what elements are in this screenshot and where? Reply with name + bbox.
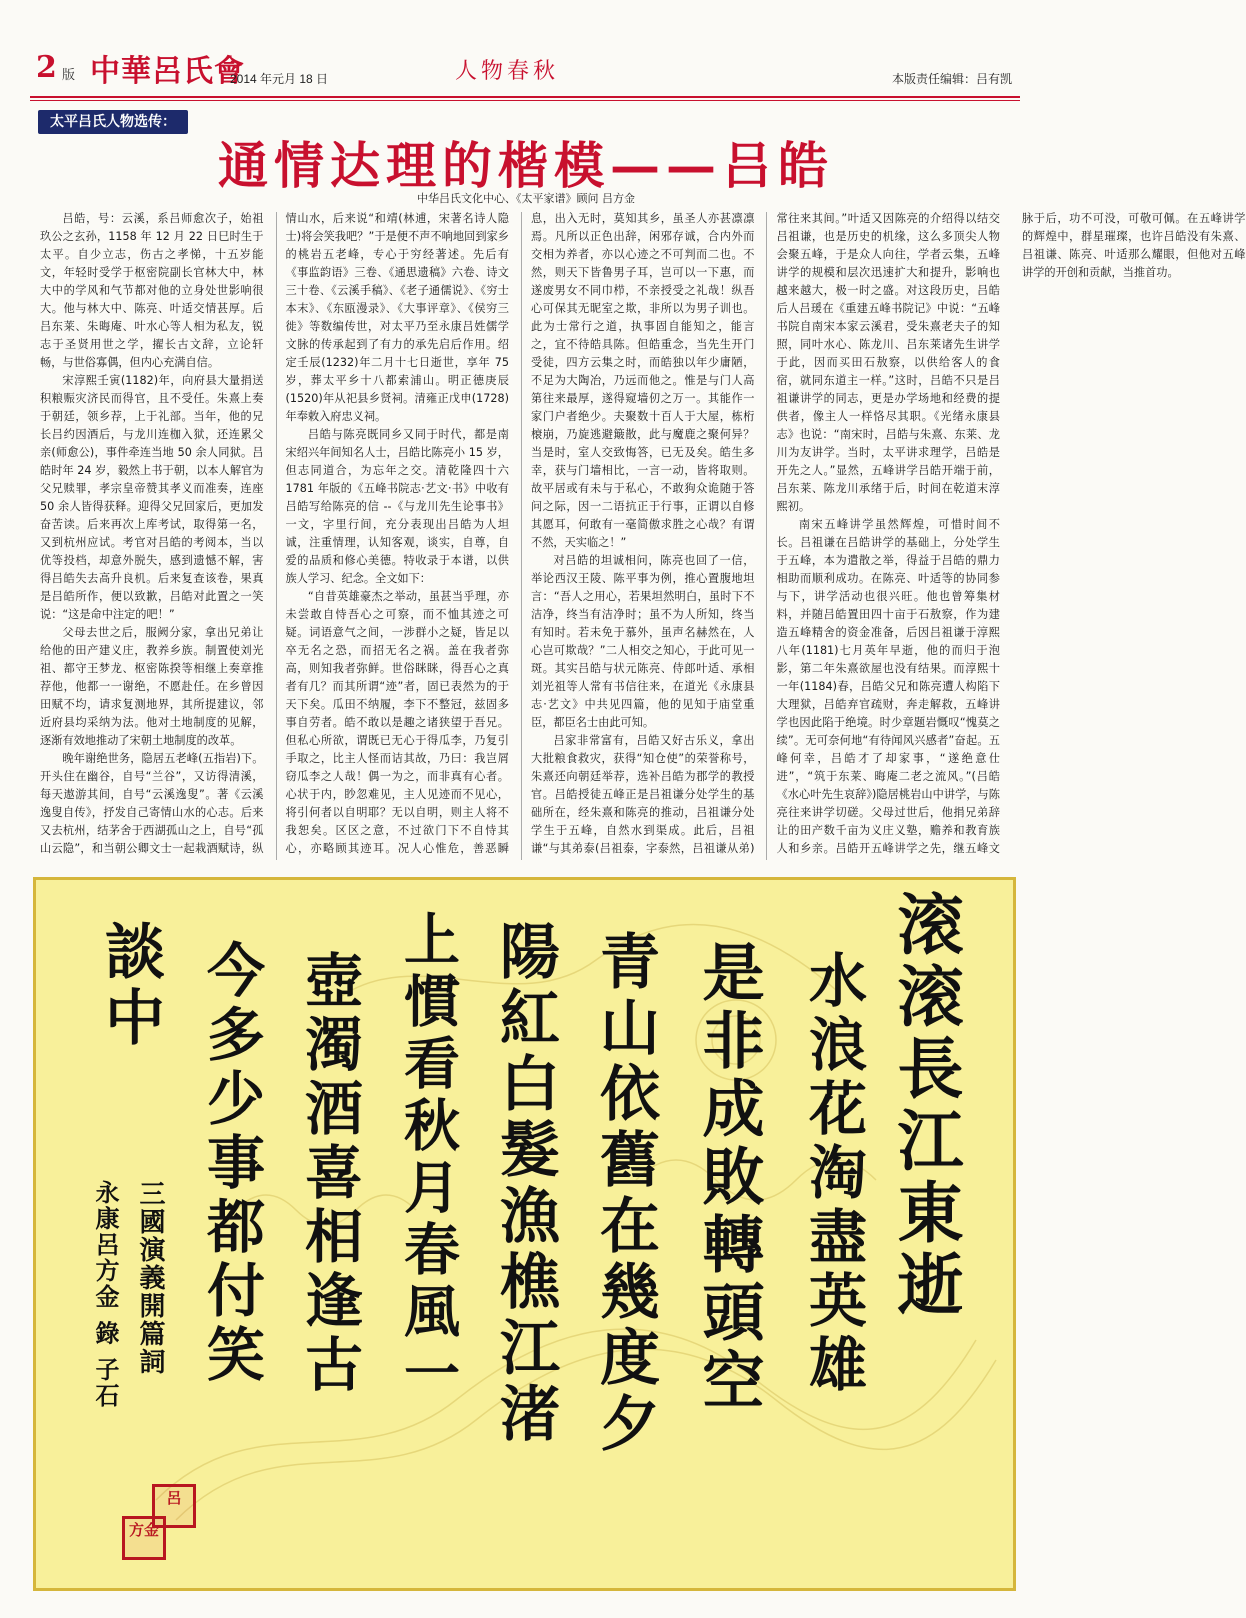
calligraphy-panel — [33, 877, 1016, 1591]
calligraphy-column: 談中 — [95, 920, 165, 1052]
headline: 通情达理的楷模——吕皓 — [218, 136, 834, 195]
paragraph: 父母去世之后，服阙分家，拿出兄弟让给他的田产建义庄，教养乡族。制置使刘光祖、都守王梦龙、枢密陈揆等相继上奏章推荐他，他都一一谢绝，不愿赴任。在乡曾因田赋不均，请求复测地界，其所提建议，邻近府县均采纳为法。他对土地制度的见解，逐渐有效地推动了宋朝土地制度的改革。 — [40, 626, 264, 747]
calligraphy-signature: 永康呂方金 錄 子石 — [91, 1180, 120, 1409]
page-suffix: 版 — [62, 68, 76, 83]
article-body — [40, 210, 1246, 860]
masthead — [30, 44, 1020, 94]
calligraphy-column: 滚滚長江東逝 — [886, 890, 964, 1322]
byline: 中华吕氏文化中心、《太平家谱》顾问 吕方金 — [417, 192, 635, 205]
calligraphy-column: 陽紅白髮漁樵江渚 — [490, 920, 560, 1448]
calligraphy-column: 水浪花淘盡英雄 — [799, 950, 867, 1398]
paragraph: 晚年谢绝世务，隐居五老峰(五指岩)下。开头住在幽谷，自号“兰谷”，又访得清溪，每天遨游其间，自号“云溪逸叟”。著《云溪逸叟自传》，抒发自己寄情山水的心志。后来又去杭州，结茅舍于西湖孤山之上，自号“孤山云隐”，和当朝公卿文士一起栽酒赋诗，纵情山水，后来说“和靖(林逋，宋著名诗人隐士)将会笑我吧？”于是便不声不响地回到家乡的桃岩五老峰，专心于穷经著述。先后有《事监韵语》三卷、《通思遗稿》六卷、诗文三十卷、《云溪手稿》、《老子通儒说》、《穷士本末》、《东瓯漫录》、《大事评章》、《侯穷三徙》等数编传世，对太平乃至永康吕姓儒学文脉的传承起到了有力的承先启后作用。绍定壬辰(1232)年二月十七日逝世，享年 75 岁，葬太平乡十八都索浦山。明正德庚辰(1520)年从祀县乡贤祠。清雍正戊申(1728)年奉敕入府忠义祠。 — [40, 212, 509, 855]
series-tag: 太平吕氏人物选传： — [38, 110, 188, 134]
calligraphy-column: 今多少事都付笑 — [197, 940, 265, 1388]
paragraph: “自昔英雄豪杰之举动，虽甚当乎理，亦未尝敢自恃吾心之可察，而不恤其迹之可疑。词语意气之间，一涉群小之疑，皆足以卒无名之恐，而招无名之祸。盖在我者弥高，则知我者弥鲜。世俗眯眯，得吾心之真者有几？而其所谓“迹”者，固已表然为的于天下矣。瓜田不纳履，李下不整冠，兹固多事自劳者。皓不敢以是趣之诸狭望于吾兄。但私心所欲，谓既已无心于得瓜李，乃复引手取之，比主人怪而诘其故，乃曰：我岂屑窃瓜李之人哉！偶一为之，而非真有心者。心状于内，眇忽难见，主人见迹而不见心，将引何者以自明耶？无以自明，则主人将不我恕矣。区区之意，不过欲门下不自恃其心，亦略顾其迹耳。况人心惟危，善恶瞬息，出入无时，莫知其乡，虽圣人亦甚凛凛焉。凡所以正色出辞，闲邪存诚，合内外而交相为养者，亦以心迹之不可判而二也。不然，则天下皆鲁男子耳，岂可以一下惠，而遂废男女不同巾栉，不亲授受之礼哉！纵吾心可保其无昵室之欺，非所以为男子训也。此为士常行之道，执事固自能知之，能言之，宜不待皓具陈。但皓重念，当先生开门受徒，四方云集之时，而皓独以年少庸陋，不足为大陶冶，乃远而他之。惟是与门人高第往来最厚，遂得窥墙仞之万一。其能作一家门户者绝少。夫聚数十百人于大屋，栋桁榱崩，乃旋逃避簸散，此与魔鹿之聚何异？当是时，室人交致悔答，已无及矣。皓生多幸，获与门墙相比，一言一动，皆将取则。故平居或有未与于私心，不敢狗众诡随于答问之际，因一二语抗正于行事，正谓以自修其愿耳，何敢有一毫简傲求胜之心哉？有谓不然，天实临之！” — [285, 212, 755, 855]
calligraphy-column: 壺濁酒喜相逢古 — [295, 950, 363, 1398]
seal-stamp: 方金 — [122, 1516, 166, 1560]
newspaper-logo: 中華呂氏會 — [90, 54, 245, 89]
editor-credit: 本版责任编辑：吕有凯 — [891, 72, 1012, 86]
masthead-rule-thin — [30, 100, 1020, 101]
calligraphy-column: 青山依舊在幾度夕 — [590, 930, 660, 1458]
seal-stamp: 呂 — [152, 1484, 196, 1528]
paragraph: 吕皓，号：云溪，系吕师愈次子，始祖玖公之玄孙，1158 年 12 月 22 日巳时生于太平。自少立志，伤古之孝悌，十五岁能文，年轻时受学于枢密院副长官林大中，林大中的学风和气节都对他的立身处世影响很大。他与林大中、陈亮、叶适交情甚厚。后吕东莱、朱晦庵、叶水心等人相为私友，锐志于圣贤用世之学，擢长古文辞，立论轩畅，与世俗寡偶，但内心充满自信。 — [40, 212, 264, 369]
calligraphy-column: 是非成敗轉頭空 — [692, 940, 765, 1416]
paragraph: 宋淳熙壬寅(1182)年，向府县大量捐送积粮赈灾济民而得官，且不受任。朱熹上奏于朝廷，领乡荐，上于礼部。当年，他的兄长吕约因酒后，与龙川连枷入狱，还连累父亲(师愈公)，事件牵连当地 50 余人同狱。吕皓时年 24 岁，毅然上书于朝，以本人解官为父兄赎罪，孝宗皇帝赞其孝义而准奏，连座 50 余人皆得获释。迎得父兄回家后，更加发奋苦读。后来再次上库考试，取得第一名，又到杭州应试。考官对吕皓的考阅本，当以优等投档，却意外脱失，感到遗憾不解，害得吕皓失去高升良机。后来复查该卷，果真是吕皓所作，便以致歉，吕皓对此置之一笑说：“这是命中注定的吧！” — [40, 374, 264, 621]
calligraphy-column: 上慣看秋月春風一 — [395, 910, 461, 1406]
masthead-rule — [30, 96, 1020, 98]
page-number: 2 — [36, 50, 57, 85]
paragraph: 对吕皓的坦诚相问，陈亮也回了一信，举论西汉王陵、陈平事为例，推心置腹地坦言：“吾人之用心，若果坦然明白，虽时下不洁净，终当有洁净时；虽不为人所知，终当有知时。若未免于慕外，虽声名赫然在，人心岂可欺哉？”二人相交之知心，于此可见一斑。其实吕皓与状元陈亮、侍郎叶适、承相刘光祖等人常有书信往来，在道光《永康县志·艺文》中共见四篇，他的见知于庙堂重臣，都臣名士由此可知。 — [531, 554, 755, 729]
paragraph: 吕家非常富有，吕皓又好古乐义，拿出大批粮食救灾，获得“知仓使”的荣誉称号，朱熹还向朝廷举荐，选补吕皓为郡学的教授官。吕皓授徒五峰正是吕祖谦分处学生的基础所在，经朱熹和陈亮的推动，吕祖谦分处学生于五峰，自然水到渠成。此后，吕祖谦“与其弟泰(吕祖泰，字泰然，吕祖谦从弟)常往来其间。”叶适又因陈亮的介绍得以结交吕祖谦，也是历史的机缘，这么多顶尖人物会聚五峰，于是众人向往，学者云集，五峰讲学的规模和层次迅速扩大和提升，影响也越来越大，极一时之盛。对这段历史，吕皓后人吕瑗在《重建五峰书院记》中说：“五峰书院自南宋本家云溪君，受朱熹老夫子的知照，同叶水心、陈龙川、吕东莱诸先生讲学于此，因而买田石敖察，以供给客人的食宿，就同东道主一样。”这时，吕皓不只是吕祖谦讲学的同志，更是办学场地和经费的提供者，像主人一样恪尽其职。《光绪永康县志》也说：“南宋时，吕皓与朱熹、东莱、龙川为友讲学。当时，太平讲求理学，吕皓是开先之人。”显然，五峰讲学吕皓开端于前，吕东莱、陈龙川承绪于后，时间在乾道末淳熙初。 — [531, 212, 1000, 855]
paragraph: 吕皓与陈亮既同乡又同于时代，都是南宋绍兴年间知名人士，吕皓比陈亮小 15 岁，但志同道合，为忘年之交。清乾隆四十六 1781 年版的《五峰书院志·艺文·书》中收有吕皓写给陈亮的信 --《与龙川先生论事书》一文，字里行间，充分表现出吕皓为人坦诚，注重情理，认知客观，谈实，自尊，自爱的品质和修心美德。特收录于本谱，以供族人学习、纪念。全文如下： — [285, 428, 509, 585]
paragraph: 南宋五峰讲学虽然辉煌，可惜时间不长。吕祖谦在吕皓讲学的基础上，分处学生于五峰，本为遣散之举，得益于吕皓的鼎力相助而顺利成功。在陈亮、叶适等的协同参与下，讲学活动也很兴旺。他也曾筹集材料，并随吕皓置田四十亩于石敖察，作为建造五峰精舍的资金准备，后因吕祖谦于淳熙八年(1181)七月英年早逝，他的而归于泡影，第二年朱熹欲屋也没有结果。而淳熙十一年(1184)春，吕皓父兄和陈亮遭人构陷下大理狱，吕皓弃官疏财，奔走解救，五峰讲学也因此陷于绝境。时少章题岩慨叹“愧莫之续”。无可奈何地“有待闻风兴感者”奋起。五峰何幸，吕皓才了却家事，“遂绝意仕进”，“筑于东莱、晦庵二老之流风。”(吕皓《水心叶先生哀辞》)隐居桃岩山中讲学，与陈亮往来讲学切磋。父母过世后，他捐兄弟辞让的田产数千亩为义庄义塾，赡养和教育族人和乡亲。吕皓开五峰讲学之先，继五峰文脉于后，功不可没，可敬可佩。在五峰讲学的辉煌中，群星璀璨，也许吕皓没有朱熹、吕祖谦、陈亮、叶适那么耀眼，但他对五峰讲学的开创和贡献，当推首功。 — [776, 212, 1246, 855]
section-title: 人物春秋 — [455, 59, 560, 84]
issue-date: 2014 年元月 18 日 — [230, 72, 329, 86]
calligraphy-inscription: 三國演義開篇詞 — [135, 1180, 165, 1376]
